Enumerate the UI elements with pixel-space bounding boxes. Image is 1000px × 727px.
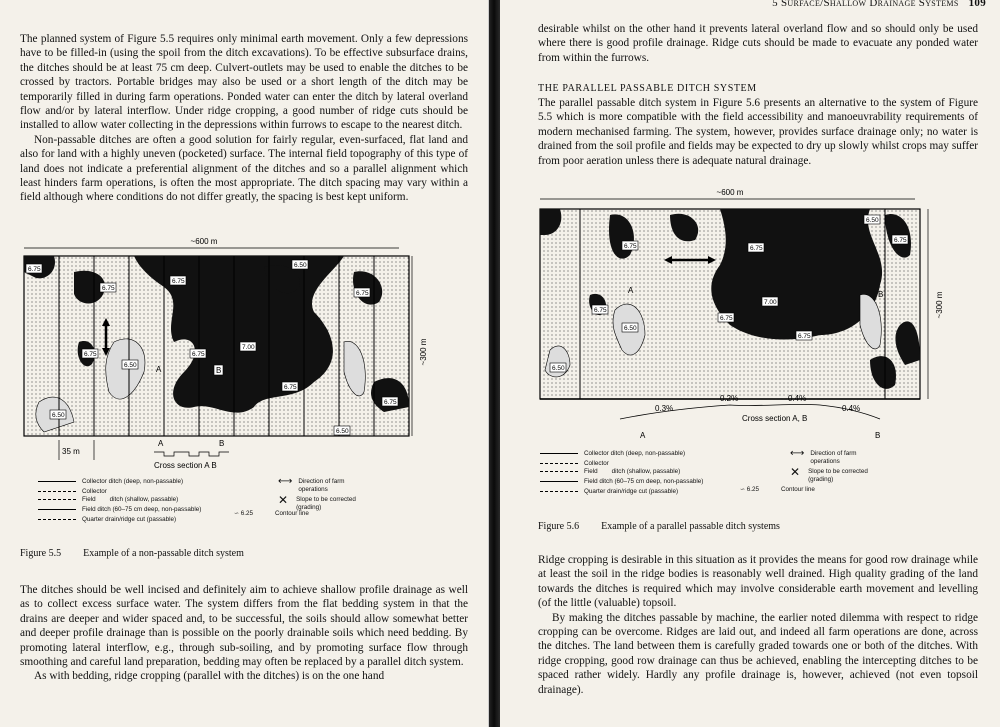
- svg-text:B: B: [219, 439, 225, 448]
- legend-5-6: Collector ditch (deep, non-passable) Collector Field ditch (shallow, passable) Field ditch (60–75 cm deep, non-passable) Quarter drain/ridge cut (passable) ⟷ Direction of farm operations ✕ Slope to be corrected (grading) ∽ 6.25 Contour line: [540, 450, 960, 510]
- double-arrow-icon: ⟷: [790, 448, 805, 459]
- svg-text:B: B: [878, 290, 884, 299]
- left-page: [0, 0, 489, 727]
- right-text-bottom: [538, 553, 978, 697]
- svg-text:6.50: 6.50: [52, 412, 65, 419]
- paragraph: As with bedding, ridge cropping (parallel with the ditches) is on the one hand: [34, 670, 385, 683]
- left-text-bottom: [20, 583, 468, 684]
- figure-5-5-map: [14, 232, 476, 502]
- figure-5-6-caption: Figure 5.6 Example of a parallel passable ditch systems: [538, 521, 780, 532]
- svg-text:6.50: 6.50: [124, 362, 137, 369]
- paragraph: By making the ditches passable by machine, the earlier noted dilemma with respect to ridge cropping can be overcome. Ridges are laid out, and indeed all farm operations are done, across the ditches. The land between them is carefully graded towards one or both of the ditches. With ridge cropping, good row drainage can thus be achieved, enabling the intercepting ditches to be spaced rather widely. Hardly any profile drainage is, however, achieved (not even topsoil drainage).: [538, 611, 978, 696]
- running-head: 5 Surface/Shallow Drainage Systems 109: [772, 0, 986, 9]
- figure-5-5-caption: Figure 5.5 Example of a non-passable ditch system: [20, 548, 244, 559]
- svg-text:0.4%: 0.4%: [788, 394, 807, 403]
- svg-text:0.2%: 0.2%: [720, 394, 739, 403]
- contour-line-icon: ∽: [234, 511, 241, 517]
- svg-text:6.50: 6.50: [552, 365, 565, 372]
- figure-5-6-map: [530, 185, 995, 450]
- svg-text:6.75: 6.75: [356, 290, 369, 297]
- page-number: 109: [968, 0, 986, 9]
- svg-text:6.75: 6.75: [84, 351, 97, 358]
- svg-text:B: B: [875, 431, 881, 440]
- width-label: ~600 m: [190, 237, 218, 246]
- paragraph: The ditches should be well incised and definitely aim to achieve shallow profile drainage as well as to collect excess surface water. The system differs from the flat bedding system in that the drains are deeper and wider spaced and, to be successful, the soils should allow somewhat better and deeper profile drainage than is possible on the poorly drainable soils which need bedding. By promoting lateral interflow, e.g., through sub-soiling, and by promoting surface flow through smoothing and careful land preparation, bedding may often be replaced by a parallel ditch system.: [20, 584, 468, 669]
- svg-text:6.50: 6.50: [866, 217, 879, 224]
- section-heading: THE PARALLEL PASSABLE DITCH SYSTEM: [538, 83, 757, 94]
- paragraph: The parallel passable ditch system in Figure 5.6 presents an alternative to the system of Figure 5.5 which is more compatible with the field accessibility and manoeuvrability requirements of modern mechanised farming. The system, however, provides surface drainage only; no water is drained from the soil profile and fields may be expected to dry up slowly whilst crops may suffer from poor aeration unless there is adequate natural drainage.: [538, 97, 978, 167]
- svg-text:35 m: 35 m: [62, 447, 80, 456]
- paragraph: Non-passable ditches are often a good solution for fairly regular, even-surfaced, flat land and also for land with a highly uneven (pocketed) surface. The internal field topography of this type of land does not indicate a preferential alignment of the ditches and so a parallel alignment which least hinders farm operations, is often the most appropriate. The ditch spacing may vary within a field although where conditions do not differ greatly, the spacing is best kept uniform.: [20, 133, 468, 204]
- svg-text:7.00: 7.00: [764, 299, 777, 306]
- left-text-top: [20, 32, 468, 205]
- cross-mark-icon: ✕: [790, 465, 801, 479]
- paragraph: Ridge cropping is desirable in this situation as it provides the means for good row drainage while at least the soil in the ridge bodies is reasonably well drained. High quality grading of the land towards the ditches is required which may involve considerable earth movement and levelling (of the little (valuable) topsoil.: [538, 554, 978, 610]
- svg-text:6.75: 6.75: [798, 333, 811, 340]
- svg-text:7.00: 7.00: [242, 344, 255, 351]
- contour-line-icon: ∽: [740, 487, 747, 493]
- svg-text:6.75: 6.75: [172, 278, 185, 285]
- svg-text:B: B: [216, 366, 222, 375]
- svg-text:A: A: [628, 286, 634, 295]
- svg-text:6.50: 6.50: [336, 428, 349, 435]
- svg-text:6.75: 6.75: [192, 351, 205, 358]
- svg-text:~600 m: ~600 m: [716, 188, 744, 197]
- legend-5-5: Collector ditch (deep, non-passable) Collector Field ditch (shallow, passable) Field ditch (60–75 cm deep, non-passable) Quarter drain/ridge cut (passable) ⟷ Direction of farm operations ✕ Slope to be corrected (grading) ∽ 6.25 Contour line: [38, 478, 458, 538]
- svg-text:6.50: 6.50: [294, 262, 307, 269]
- svg-text:Cross section A, B: Cross section A, B: [742, 414, 808, 423]
- paragraph: desirable whilst on the other hand it prevents lateral overland flow and so should only be used where there is good profile drainage. Ridge cuts should be made to evacuate any ponded water from within the furrows.: [538, 23, 978, 64]
- right-text-top: [538, 22, 978, 65]
- paragraph: The planned system of Figure 5.5 requires only minimal earth movement. Only a few depressions have to be filled-in (using the spoil from the ditch excavations). To be effective subsurface drains, the ditches should be at least 75 cm deep. Culvert-outlets may be used to enable the ditches to be crossed by tractors. Portable bridges may also be used or a short length of the ditch may be temporarily filled in during farm operations. Ponded water can enter the ditch by lateral overland flow and/or by lateral interflow. Under ridge cropping, a good number of ridge cuts should be installed to allow water collecting in the depressions within furrows to escape to the nearest ditch.: [20, 33, 468, 132]
- svg-text:6.75: 6.75: [594, 307, 607, 314]
- right-page: [500, 0, 1000, 727]
- svg-text:~300 m: ~300 m: [935, 291, 944, 319]
- svg-text:6.75: 6.75: [720, 315, 733, 322]
- right-text-section: [538, 96, 978, 168]
- svg-text:6.75: 6.75: [750, 245, 763, 252]
- double-arrow-icon: ⟷: [278, 476, 293, 487]
- svg-text:A: A: [156, 365, 162, 374]
- height-label: ~300 m: [419, 338, 428, 366]
- svg-text:0.3%: 0.3%: [655, 404, 674, 413]
- svg-text:6.75: 6.75: [894, 237, 907, 244]
- svg-text:6.75: 6.75: [284, 384, 297, 391]
- cross-section-label: Cross section A B: [154, 461, 217, 470]
- svg-text:6.75: 6.75: [28, 266, 41, 273]
- svg-text:A: A: [640, 431, 646, 440]
- svg-text:6.75: 6.75: [624, 243, 637, 250]
- cross-mark-icon: ✕: [278, 493, 289, 507]
- svg-text:0.4%: 0.4%: [842, 404, 861, 413]
- book-gutter: [488, 0, 500, 727]
- svg-text:6.75: 6.75: [102, 285, 115, 292]
- svg-text:6.50: 6.50: [624, 325, 637, 332]
- svg-text:6.75: 6.75: [384, 399, 397, 406]
- svg-text:A: A: [158, 439, 164, 448]
